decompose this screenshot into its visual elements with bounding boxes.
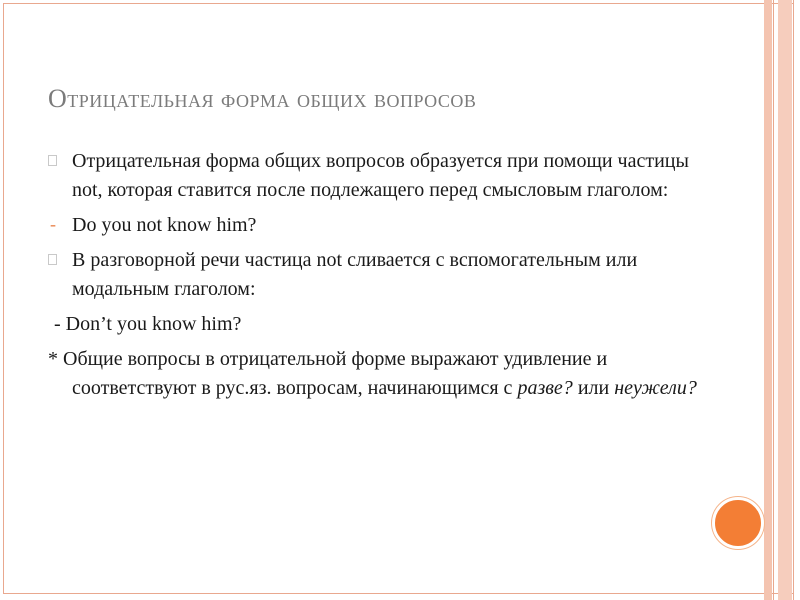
footnote-italic-word: неужели? xyxy=(614,377,697,399)
decorative-line xyxy=(773,0,774,600)
list-item-text: Отрицательная форма общих вопросов образуется при помощи частицы not, которая ставится после подлежащего перед смысловым глаголом: xyxy=(72,150,689,201)
bullet-box-icon xyxy=(48,254,57,265)
list-item xyxy=(48,211,708,240)
decorative-line xyxy=(793,0,794,600)
list-item-text: - Don’t you know him? xyxy=(54,313,242,335)
bullet-dash-icon: - xyxy=(50,214,56,234)
footnote-text: * Общие вопросы в отрицательной форме выражают удивление и соответствуют в рус.яз. вопросам, начинающимся с xyxy=(48,348,608,399)
footnote-italic-word: разве? xyxy=(517,377,573,399)
slide-title: Отрицательная форма общих вопросов xyxy=(48,84,477,113)
decorative-circle xyxy=(712,497,764,549)
list-item-text: В разговорной речи частица not сливается с вспомогательным или модальным глаголом: xyxy=(72,249,638,300)
bullet-box-icon xyxy=(48,155,57,166)
list-item xyxy=(48,310,708,339)
list-item-text: Do you not know him? xyxy=(72,214,257,236)
decorative-stripe xyxy=(764,0,772,600)
list-item xyxy=(48,147,708,205)
footnote xyxy=(48,345,708,403)
decorative-stripe xyxy=(778,0,792,600)
footnote-text: или xyxy=(572,377,615,399)
list-item xyxy=(48,246,708,304)
slide-content xyxy=(48,147,708,409)
